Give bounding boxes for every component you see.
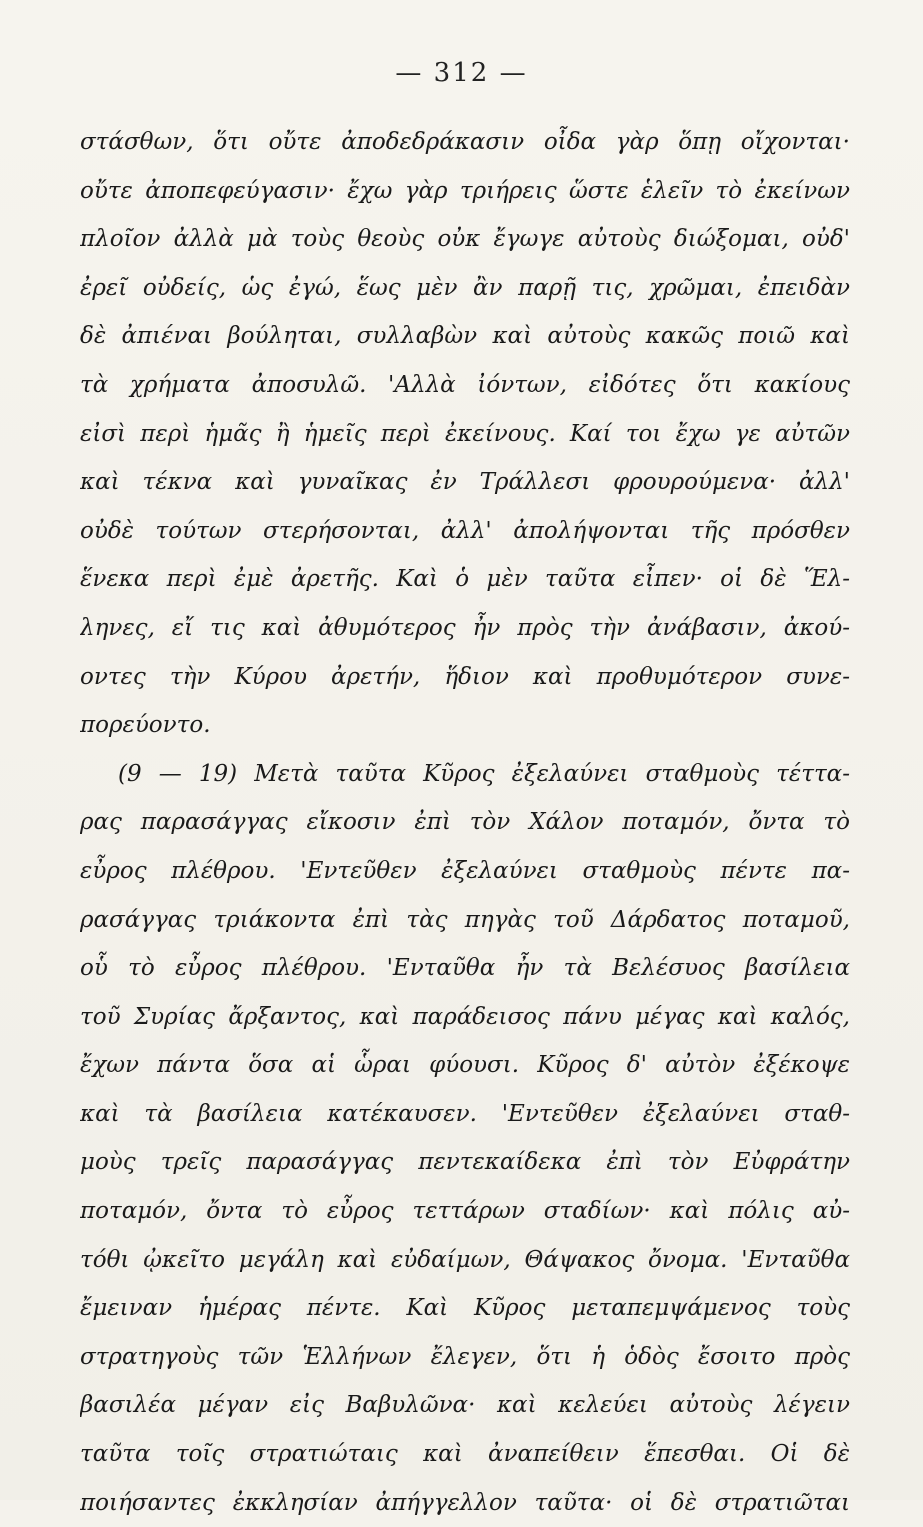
text-line: ἔμειναν ἡμέρας πέντε. Καὶ Κῦρος μεταπεμψάμενος τοὺς — [80, 1295, 850, 1322]
text-line: ἔχων πάντα ὅσα αἱ ὧραι φύουσι. Κῦρος δ' αὐτὸν ἐξέκοψε — [80, 1052, 850, 1079]
page-number: — 312 — — [395, 58, 528, 88]
text-line: καὶ τέκνα καὶ γυναῖκας ἐν Τράλλεσι φρουρούμενα· ἀλλ' — [80, 469, 850, 496]
text-line: ἕνεκα περὶ ἐμὲ ἀρετῆς. Καὶ ὁ μὲν ταῦτα εἶπεν· οἱ δὲ Ἕλ- — [80, 566, 850, 593]
text-line: οὗ τὸ εὖρος πλέθρου. 'Ενταῦθα ἦν τὰ Βελέσυος βασίλεια — [80, 955, 850, 982]
text-line: ρας παρασάγγας εἴκοσιν ἐπὶ τὸν Χάλον ποταμόν, ὄντα τὸ — [80, 809, 850, 836]
text-line: καὶ τὰ βασίλεια κατέκαυσεν. 'Εντεῦθεν ἐξελαύνει σταθ- — [80, 1100, 850, 1127]
text-line: οὔτε ἀποπεφεύγασιν· ἔχω γὰρ τριήρεις ὥστε ἑλεῖν τὸ ἐκείνων — [80, 177, 850, 204]
text-line: τόθι ᾠκεῖτο μεγάλη καὶ εὐδαίμων, Θάψακος ὄνομα. 'Ενταῦθα — [80, 1246, 850, 1273]
text-line: οντες τὴν Κύρου ἀρετήν, ἥδιον καὶ προθυμότερον συνε- — [80, 663, 850, 690]
text-line: μοὺς τρεῖς παρασάγγας πεντεκαίδεκα ἐπὶ τὸν Εὐφράτην — [80, 1149, 850, 1176]
text-line: οὐδὲ τούτων στερήσονται, ἀλλ' ἀπολήψονται τῆς πρόσθεν — [80, 517, 850, 544]
text-line: βασιλέα μέγαν εἰς Βαβυλῶνα· καὶ κελεύει αὐτοὺς λέγειν — [80, 1392, 850, 1419]
text-line: τοῦ Συρίας ἄρξαντος, καὶ παράδεισος πάνυ μέγας καὶ καλός, — [80, 1003, 850, 1030]
text-line: πλοῖον ἀλλὰ μὰ τοὺς θεοὺς οὐκ ἔγωγε αὐτοὺς διώξομαι, οὐδ' — [80, 226, 850, 253]
text-line: ποταμόν, ὄντα τὸ εὖρος τεττάρων σταδίων· καὶ πόλις αὐ- — [80, 1198, 850, 1225]
text-line: πορεύοντο. — [80, 712, 211, 739]
text-line: ποιήσαντες ἐκκλησίαν ἀπήγγελλον ταῦτα· οἱ δὲ στρατιῶται — [80, 1489, 850, 1516]
page-text — [80, 118, 850, 1527]
text-line: (9 — 19) Μετὰ ταῦτα Κῦρος ἐξελαύνει σταθμοὺς τέττα- — [118, 760, 850, 787]
text-line: ταῦτα τοῖς στρατιώταις καὶ ἀναπείθειν ἕπεσθαι. Οἱ δὲ — [80, 1441, 850, 1468]
text-line: εἰσὶ περὶ ἡμᾶς ἢ ἡμεῖς περὶ ἐκείνους. Καί τοι ἔχω γε αὐτῶν — [80, 420, 850, 447]
text-line: στάσθων, ὅτι οὔτε ἀποδεδράκασιν οἶδα γὰρ ὅπῃ οἴχονται· — [80, 129, 850, 155]
text-line: ρασάγγας τριάκοντα ἐπὶ τὰς πηγὰς τοῦ Δάρδατος ποταμοῦ, — [80, 906, 850, 933]
text-line: στρατηγοὺς τῶν Ἑλλήνων ἔλεγεν, ὅτι ἡ ὁδὸς ἔσοιτο πρὸς — [80, 1343, 850, 1370]
text-line: δὲ ἀπιέναι βούληται, συλλαβὼν καὶ αὐτοὺς κακῶς ποιῶ καὶ — [80, 323, 850, 350]
text-line: τὰ χρήματα ἀποσυλῶ. 'Αλλὰ ἰόντων, εἰδότες ὅτι κακίους — [80, 371, 850, 398]
text-line: ληνες, εἴ τις καὶ ἀθυμότερος ἦν πρὸς τὴν ἀνάβασιν, ἀκού- — [80, 614, 850, 641]
text-line: εὖρος πλέθρου. 'Εντεῦθεν ἐξελαύνει σταθμοὺς πέντε πα- — [80, 857, 850, 884]
text-line: ἐρεῖ οὐδείς, ὡς ἐγώ, ἕως μὲν ἂν παρῇ τις, χρῶμαι, ἐπειδὰν — [80, 274, 850, 301]
